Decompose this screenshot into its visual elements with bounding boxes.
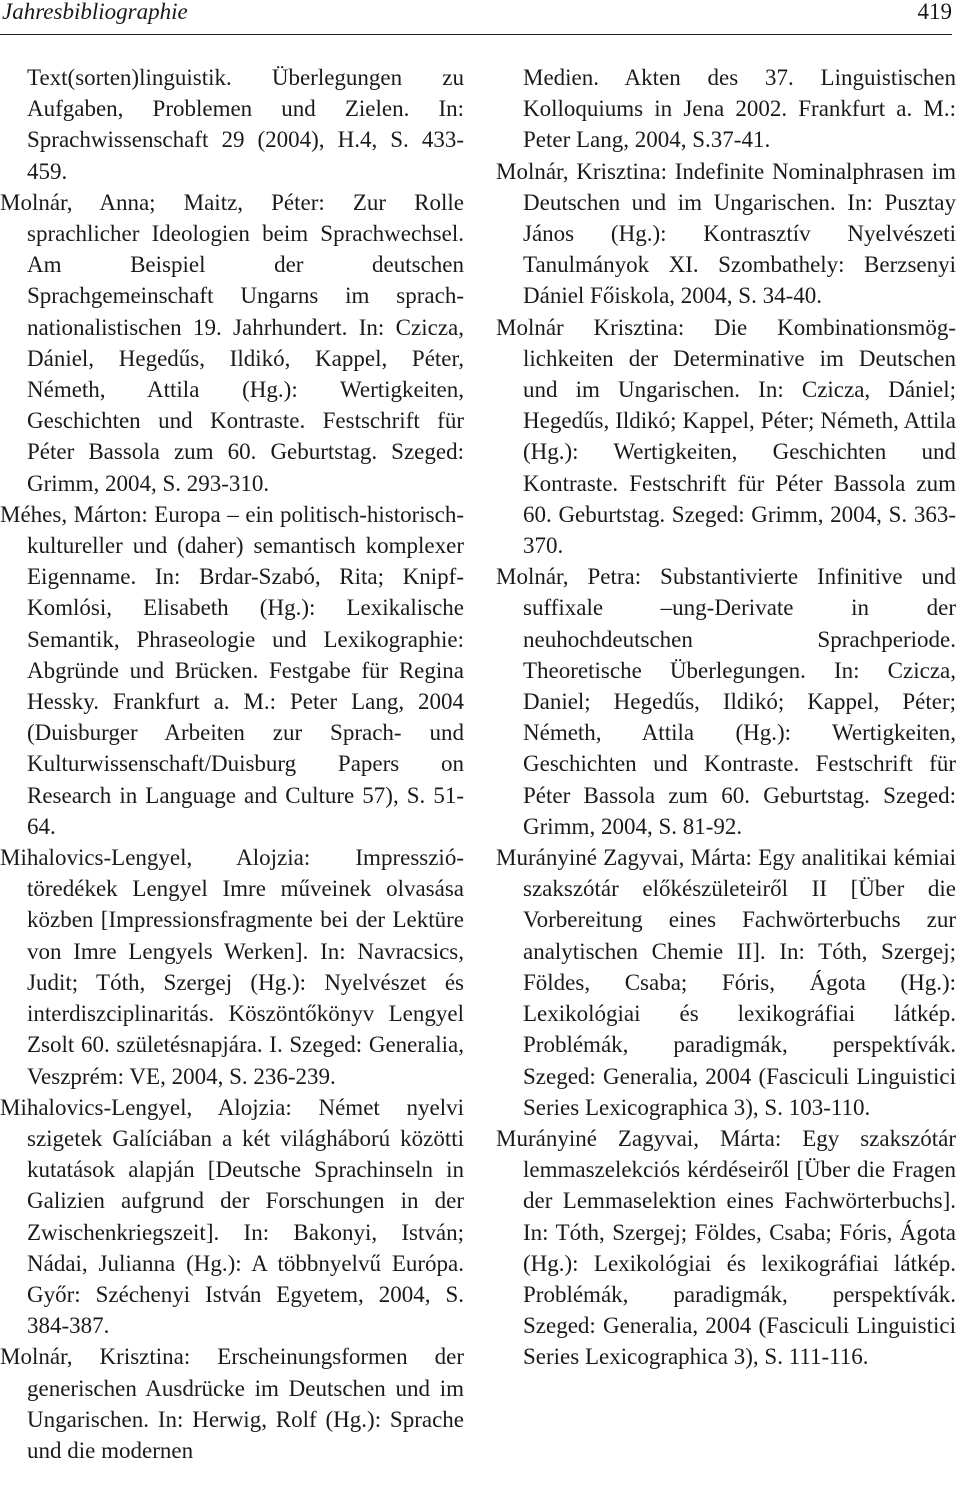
bibliography-entry: Murányiné Zagyvai, Márta: Egy szakszótár lemmaszelekciós kérdéseiről [Über die Fragen der Lemmaselektion eines Fachwörterbuchs]. In: Tóth, Szergej; Földes, Csaba; Fóris, Ágota (Hg.): Lexikológiai és lexikográfiai látkép. Problémák, paradigmák, perspektívák. Szeged: Generalia, 2004 (Fasciculi Linguistici Series Lexicographica 3), S. 111-116. bbox=[496, 1125, 956, 1370]
bibliography-entry: Méhes, Márton: Europa – ein politisch-historisch-kultureller und (daher) semantisch komplexer Eigenname. In: Brdar-Szabó, Rita; Knipf-Komlósi, Elisabeth (Hg.): Lexikalische Semantik, Phraseologie und Lexikographie: Abgründe und Brücken. Festgabe für Regina Hessky. Frankfurt a. M.: Peter Lang, 2004 (Duisburger Arbeiten zur Sprach- und Kulturwissenschaft/Duisburg Papers on Research in Language and Culture 57), S. 51-64. bbox=[0, 501, 464, 839]
bibliography-entry: Molnár, Anna; Maitz, Péter: Zur Rolle sprachlicher Ideologien beim Sprachwechsel. Am Beispiel der deutschen Sprachgemeinschaft Ungarns im sprachnationalistischen 19. Jahrhundert. In: Czicza, Dániel, Hegedűs, Ildikó, Kappel, Péter, Németh, Attila (Hg.): Wertigkeiten, Geschichten und Kontraste. Festschrift für Péter Bassola zum 60. Geburtstag. Szeged: Grimm, 2004, S. 293-310. bbox=[0, 189, 464, 496]
bibliography-entry: Mihalovics-Lengyel, Alojzia: Impressziótöredékek Lengyel Imre műveinek olvasása közben [Impressionsfragmente bei der Lektüre von Imre Lengyels Werken]. In: Navracsics, Judit; Tóth, Szergej (Hg.): Nyelvészet és interdiszciplinaritás. Köszöntőkönyv Lengyel Zsolt 60. születésnapjára. I. Szeged: Generalia, Veszprém: VE, 2004, S. 236-239. bbox=[0, 845, 464, 1089]
bibliography-entry: Mihalovics-Lengyel, Alojzia: Német nyelvi szigetek Galíciában a két világháború közötti kutatások alapján [Deutsche Sprachinseln in Galizien aufgrund der Forschungen in der Zwischenkriegszeit]. In: Bakonyi, István; Nádai, Julianna (Hg.): A többnyelvű Európa. Győr: Széchenyi István Egyetem, 2004, S. 384-387. bbox=[0, 1094, 464, 1339]
page-number: 419 bbox=[917, 0, 952, 24]
bibliography-entry: Medien. Akten des 37. Linguistischen Kolloquiums in Jena 2002. Frankfurt a. M.: Peter Lang, 2004, S.37-41. bbox=[523, 65, 956, 153]
bibliography-entry: Text(sorten)linguistik. Überlegungen zu Aufgaben, Problemen und Zielen. In: Sprachwissenschaft 29 (2004), H.4, S. 433-459. bbox=[27, 65, 464, 184]
bibliography-entry: Molnár Krisztina: Die Kombinationsmöglichkeiten der Determinative im Deutschen und im Ungarischen. In: Czicza, Dániel; Hegedűs, Ildikó; Kappel, Péter; Németh, Attila (Hg.): Wertigkeiten, Geschichten und Kontraste. Festschrift für Péter Bassola zum 60. Geburtstag. Szeged: Grimm, 2004, S. 363-370. bbox=[496, 314, 956, 559]
bibliography-entry: Molnár, Petra: Substantivierte Infinitive und suffixale –ung-Derivate in der neuhochdeutschen Sprachperiode. Theoretische Überlegungen. In: Czicza, Daniel; Hegedűs, Ildikó; Kappel, Péter; Németh, Attila (Hg.): Wertigkeiten, Geschichten und Kontraste. Festschrift für Péter Bassola zum 60. Geburtstag. Szeged: Grimm, 2004, S. 81-92. bbox=[496, 564, 956, 839]
right-column bbox=[496, 62, 956, 1373]
bibliography-entry: Molnár, Krisztina: Erscheinungsformen der generischen Ausdrücke im Deutschen und im Ungarischen. In: Herwig, Rolf (Hg.): Sprache und die modernen bbox=[0, 1344, 464, 1463]
running-title: Jahresbibliographie bbox=[2, 0, 188, 24]
left-column bbox=[0, 62, 464, 1466]
bibliography-entry: Murányiné Zagyvai, Márta: Egy analitikai kémiai szakszótár előkészületeiről II [Über die Vorbereitung eines Fachwörterbuchs zur analytischen Chemie II]. In: Tóth, Szergej; Földes, Csaba; Fóris, Ágota (Hg.): Lexikológiai és lexikográfiai látkép. Problémák, paradigmák, perspektívák. Szeged: Generalia, 2004 (Fasciculi Linguistici Series Lexicographica 3), S. 103-110. bbox=[496, 845, 956, 1120]
bibliography-entry: Molnár, Krisztina: Indefinite Nominalphrasen im Deutschen und im Ungarischen. In: Pusztay János (Hg.): Kontrasztív Nyelvészeti Tanulmányok XI. Szombathely: Berzsenyi Dániel Főiskola, 2004, S. 34-40. bbox=[496, 158, 956, 309]
running-header bbox=[0, 0, 952, 35]
